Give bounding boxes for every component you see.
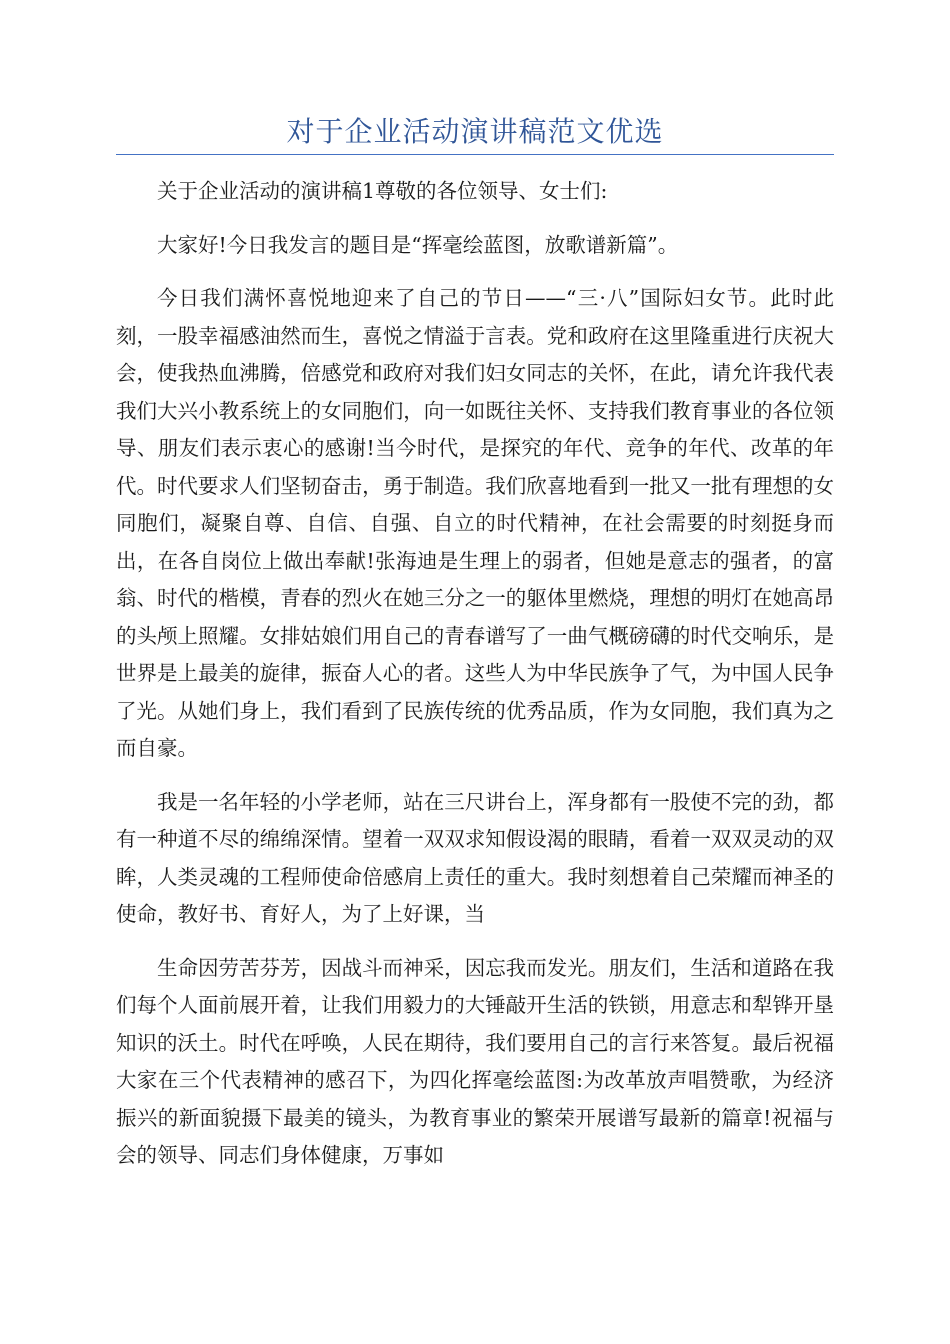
document-title: 对于企业活动演讲稿范文优选 xyxy=(286,115,664,148)
paragraph-greeting: 大家好!今日我发言的题目是“挥毫绘蓝图，放歌谱新篇”。 xyxy=(157,232,679,257)
document-body xyxy=(116,173,834,1191)
paragraph-teacher: 我是一名年轻的小学老师，站在三尺讲台上，浑身都有一股使不完的劲，都有一种道不尽的绵绵深情。望着一双双求知假设渴的眼睛，看着一双双灵动的双眸，人类灵魂的工程师使命倍感肩上责任的重大。我时刻想着自己荣耀而神圣的使命，教好书、育好人，为了上好课，当 xyxy=(116,789,834,926)
paragraph-closing: 生命因劳苦芬芳，因战斗而神采，因忘我而发光。朋友们，生活和道路在我们每个人面前展开着，让我们用毅力的大锤敲开生活的铁锁，用意志和犁铧开垦知识的沃土。时代在呼唤，人民在期待，我们要用自己的言行来答复。最后祝福大家在三个代表精神的感召下，为四化挥毫绘蓝图:为改革放声唱赞歌，为经济振兴的新面貌摄下最美的镜头，为教育事业的繁荣开展谱写最新的篇章!祝福与会的领导、同志们身体健康，万事如 xyxy=(116,955,834,1167)
paragraph-salutation: 关于企业活动的演讲稿1尊敬的各位领导、女士们: xyxy=(157,179,608,203)
title-underline xyxy=(116,154,834,155)
paragraph-main: 今日我们满怀喜悦地迎来了自己的节日——“三·八”国际妇女节。此时此刻，一股幸福感油然而生，喜悦之情溢于言表。党和政府在这里隆重进行庆祝大会，使我热血沸腾，倍感党和政府对我们妇女同志的关怀，在此，请允许我代表我们大兴小教系统上的女同胞们，向一如既往关怀、支持我们教育事业的各位领导、朋友们表示衷心的感谢!当今时代，是探究的年代、竞争的年代、改革的年代。时代要求人们坚韧奋击，勇于制造。我们欣喜地看到一批又一批有理想的女同胞们，凝聚自尊、自信、自强、自立的时代精神，在社会需要的时刻挺身而出，在各自岗位上做出奉献!张海迪是生理上的弱者，但她是意志的强者，的富翁、时代的楷模，青春的烈火在她三分之一的躯体里燃烧，理想的明灯在她高昂的头颅上照耀。女排姑娘们用自己的青春谱写了一曲气概磅礴的时代交响乐，是世界是上最美的旋律，振奋人心的者。这些人为中华民族争了气，为中国人民争了光。从她们身上，我们看到了民族传统的优秀品质，作为女同胞，我们真为之而自豪。 xyxy=(116,286,834,760)
